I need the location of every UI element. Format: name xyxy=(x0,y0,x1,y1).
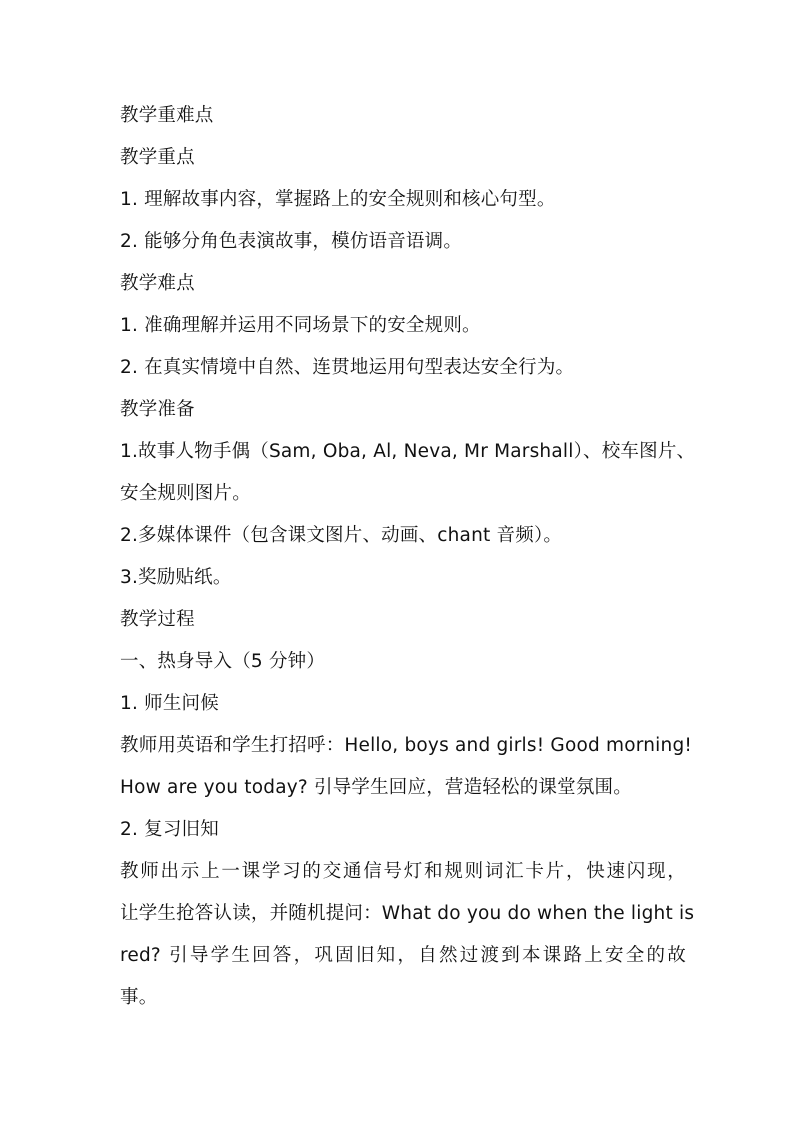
greeting-paragraph-line-2: How are you today? 引导学生回应，营造轻松的课堂氛围。 xyxy=(120,777,632,798)
subheading-difficult-points: 教学难点 xyxy=(120,273,195,294)
difficult-point-1: 1. 准确理解并运用不同场景下的安全规则。 xyxy=(120,315,481,336)
difficult-point-2: 2. 在真实情境中自然、连贯地运用句型表达安全行为。 xyxy=(120,357,575,378)
review-paragraph-line-2: 让学生抢答认读，并随机提问：What do you do when the light is xyxy=(120,903,695,924)
preparation-item-3: 3.奖励贴纸。 xyxy=(120,567,232,588)
review-paragraph-line-4: 事。 xyxy=(120,987,158,1008)
process-step-warmup-heading: 一、热身导入（5 分钟） xyxy=(120,651,326,672)
preparation-item-2: 2.多媒体课件（包含课文图片、动画、chant 音频）。 xyxy=(120,525,563,546)
review-paragraph-line-1: 教师出示上一课学习的交通信号灯和规则词汇卡片，快速闪现， xyxy=(120,861,686,882)
review-paragraph-line-3: red? 引导学生回答，巩固旧知，自然过渡到本课路上安全的故 xyxy=(120,945,686,966)
key-point-2: 2. 能够分角色表演故事，模仿语音语调。 xyxy=(120,231,463,252)
preparation-item-1-line-1: 1.故事人物手偶（Sam, Oba, Al, Neva, Mr Marshall）、校车图片、 xyxy=(120,441,696,462)
key-point-1: 1. 理解故事内容，掌握路上的安全规则和核心句型。 xyxy=(120,189,556,210)
section-heading-preparation: 教学准备 xyxy=(120,399,195,420)
greeting-paragraph-line-1: 教师用英语和学生打招呼：Hello, boys and girls! Good morning! xyxy=(120,735,692,756)
section-heading-process: 教学过程 xyxy=(120,609,195,630)
section-heading-key-difficult-points: 教学重难点 xyxy=(120,105,214,126)
subheading-key-points: 教学重点 xyxy=(120,147,195,168)
warmup-subheading-review: 2. 复习旧知 xyxy=(120,819,219,840)
warmup-subheading-greeting: 1. 师生问候 xyxy=(120,693,219,714)
preparation-item-1-line-2: 安全规则图片。 xyxy=(120,483,251,504)
